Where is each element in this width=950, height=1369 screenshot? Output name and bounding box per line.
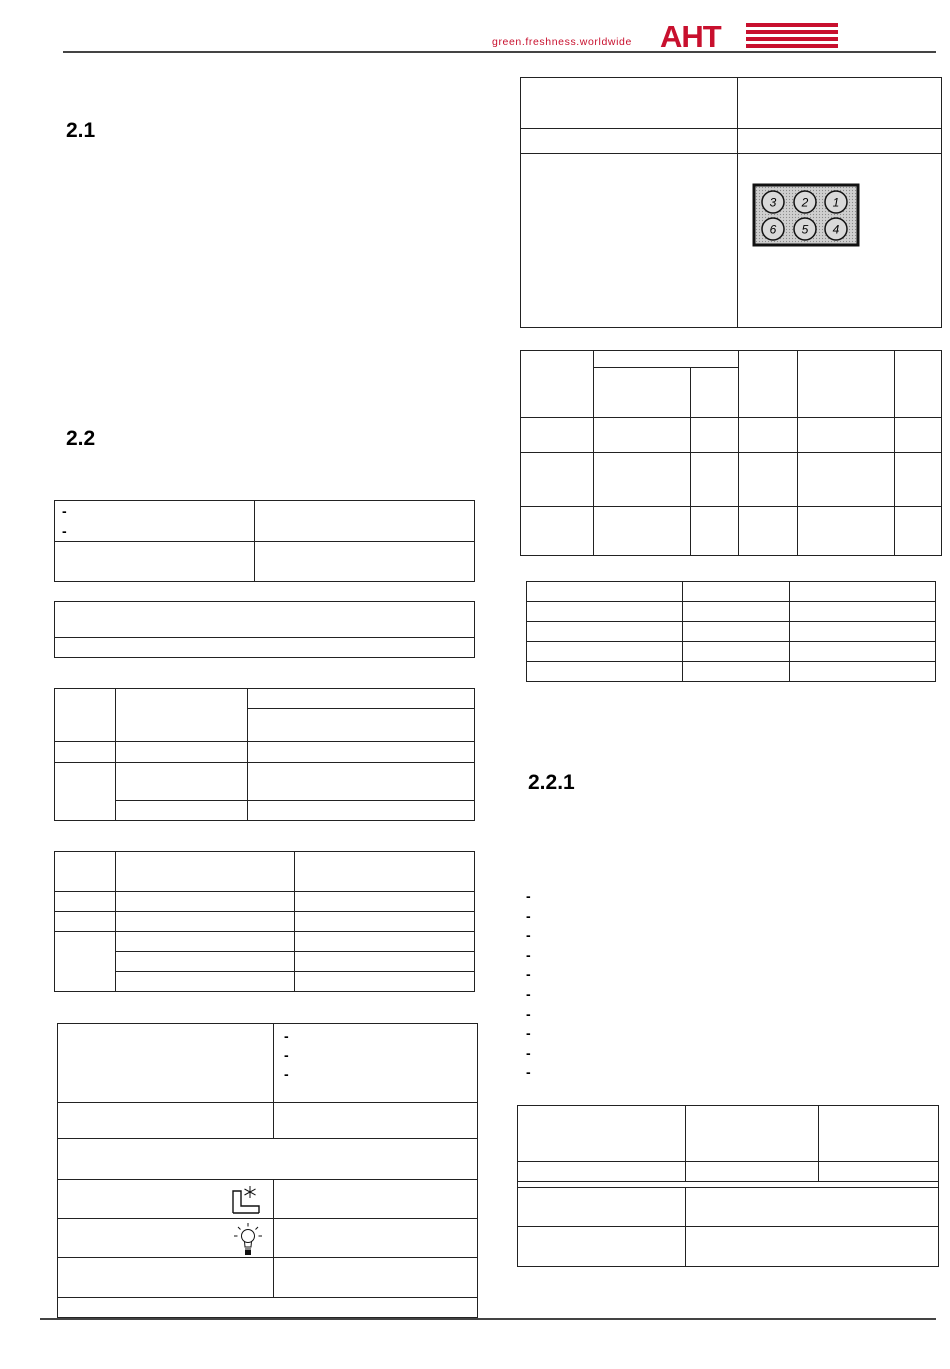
table-cell xyxy=(274,1219,478,1258)
list-item: - xyxy=(526,985,531,1002)
svg-text:AHT: AHT xyxy=(660,20,721,50)
table-cell xyxy=(527,642,683,662)
spec-table-6 xyxy=(520,350,942,556)
table-cell xyxy=(518,1106,686,1162)
table-cell xyxy=(798,351,895,418)
section-heading-2-1: 2.1 xyxy=(66,119,96,142)
table-cell xyxy=(683,582,790,602)
table-cell xyxy=(58,1258,274,1298)
freezer-snowflake-icon xyxy=(229,1184,263,1216)
table-cell xyxy=(116,763,248,801)
table-cell xyxy=(527,582,683,602)
table-cell xyxy=(116,972,295,992)
pin-label: 3 xyxy=(769,195,777,210)
table-cell xyxy=(521,154,738,328)
table-cell xyxy=(686,1227,939,1267)
table-cell xyxy=(295,952,475,972)
table-cell xyxy=(819,1106,939,1162)
table-cell xyxy=(521,351,594,418)
table-cell xyxy=(521,78,738,129)
header-rule xyxy=(63,51,936,53)
table-cell xyxy=(55,501,255,542)
list-item: - xyxy=(526,966,531,983)
table-cell xyxy=(594,453,691,507)
table-cell xyxy=(738,154,942,328)
section-heading-2-2-1: 2.2.1 xyxy=(528,771,575,794)
pin-label: 6 xyxy=(769,222,777,237)
table-cell xyxy=(739,351,798,418)
six-pin-connector xyxy=(752,183,862,249)
table-cell xyxy=(248,801,475,821)
table-cell xyxy=(295,972,475,992)
table-cell xyxy=(738,129,942,154)
table-cell xyxy=(521,453,594,507)
table-cell xyxy=(521,418,594,453)
table-cell xyxy=(683,602,790,622)
list-item: - xyxy=(526,1064,531,1081)
pin-label: 5 xyxy=(801,222,809,237)
bullet-marker: - xyxy=(284,1028,289,1044)
spec-table-8 xyxy=(517,1105,939,1267)
table-cell xyxy=(58,1103,274,1139)
table-cell xyxy=(295,892,475,912)
table-cell xyxy=(55,742,116,763)
table-cell xyxy=(594,507,691,556)
table-cell xyxy=(790,662,936,682)
table-cell xyxy=(248,763,475,801)
table-cell xyxy=(58,1024,274,1103)
table-cell xyxy=(790,642,936,662)
list-item: - xyxy=(526,1005,531,1022)
pin-label: 1 xyxy=(832,195,840,210)
aht-logo xyxy=(660,20,840,50)
bullet-marker: - xyxy=(284,1066,289,1082)
table-cell xyxy=(691,368,739,418)
list-item: - xyxy=(526,946,531,963)
table-cell xyxy=(116,912,295,932)
spec-table-5 xyxy=(57,1023,478,1318)
spec-table-1 xyxy=(54,500,475,582)
table-cell xyxy=(594,368,691,418)
table-cell xyxy=(895,351,942,418)
table-cell xyxy=(683,642,790,662)
table-cell xyxy=(594,418,691,453)
table-cell xyxy=(116,801,248,821)
table-cell xyxy=(116,892,295,912)
spec-table-7 xyxy=(526,581,936,682)
table-cell xyxy=(274,1258,478,1298)
table-cell xyxy=(116,742,248,763)
table-cell xyxy=(790,602,936,622)
section-heading-2-2: 2.2 xyxy=(66,427,96,450)
table-cell xyxy=(594,351,739,368)
table-cell xyxy=(686,1162,819,1182)
table-cell xyxy=(248,709,475,742)
table-cell xyxy=(686,1188,939,1227)
table-cell xyxy=(790,622,936,642)
table-cell xyxy=(55,852,116,892)
pin-label: 4 xyxy=(832,222,840,237)
table-cell xyxy=(58,1219,274,1258)
table-cell xyxy=(55,892,116,912)
table-cell xyxy=(527,662,683,682)
table-cell xyxy=(255,542,475,582)
footer-rule xyxy=(40,1318,936,1320)
table-cell xyxy=(518,1162,686,1182)
table-cell xyxy=(295,932,475,952)
list-item: - xyxy=(526,888,531,904)
table-cell xyxy=(895,507,942,556)
table-cell xyxy=(798,507,895,556)
bullet-marker: - xyxy=(62,523,67,539)
table-cell xyxy=(255,501,475,542)
table-cell xyxy=(55,912,116,932)
table-cell xyxy=(691,507,739,556)
table-cell xyxy=(116,932,295,952)
table-cell xyxy=(274,1180,478,1219)
table-cell xyxy=(274,1103,478,1139)
spec-table-3 xyxy=(54,688,475,821)
table-cell xyxy=(739,418,798,453)
table-cell xyxy=(521,129,738,154)
table-cell xyxy=(55,542,255,582)
table-cell xyxy=(295,852,475,892)
table-cell xyxy=(527,602,683,622)
table-cell xyxy=(274,1024,478,1103)
table-cell xyxy=(686,1106,819,1162)
table-cell xyxy=(798,418,895,453)
table-cell xyxy=(739,507,798,556)
brand-tagline: green.freshness.worldwide xyxy=(492,36,632,48)
table-cell xyxy=(691,453,739,507)
table-cell xyxy=(55,689,116,742)
bullet-marker: - xyxy=(284,1047,289,1063)
pin-label: 2 xyxy=(801,195,809,210)
table-cell xyxy=(527,622,683,642)
light-bulb-icon xyxy=(231,1221,265,1257)
table-cell xyxy=(521,507,594,556)
table-cell xyxy=(116,689,248,742)
table-cell xyxy=(819,1162,939,1182)
table-cell xyxy=(683,622,790,642)
table-cell xyxy=(798,453,895,507)
table-cell xyxy=(739,453,798,507)
table-cell xyxy=(683,662,790,682)
table-cell xyxy=(895,418,942,453)
list-item: - xyxy=(526,1044,531,1061)
bullet-marker: - xyxy=(62,503,67,519)
table-cell xyxy=(295,912,475,932)
bullet-list xyxy=(526,887,531,1083)
spec-table-4 xyxy=(54,851,475,992)
table-cell xyxy=(55,602,475,638)
table-cell xyxy=(116,852,295,892)
table-cell xyxy=(790,582,936,602)
table-cell xyxy=(691,418,739,453)
spec-table-2 xyxy=(54,601,475,658)
table-cell xyxy=(55,763,116,821)
table-cell xyxy=(518,1188,686,1227)
list-item: - xyxy=(526,907,531,924)
table-cell xyxy=(55,932,116,992)
table-cell xyxy=(738,78,942,129)
table-cell xyxy=(518,1227,686,1267)
table-cell xyxy=(58,1180,274,1219)
connector-table xyxy=(520,77,942,328)
list-item: - xyxy=(526,927,531,944)
table-cell xyxy=(58,1298,478,1318)
table-cell xyxy=(248,742,475,763)
table-cell xyxy=(116,952,295,972)
table-cell xyxy=(58,1139,478,1180)
table-cell xyxy=(55,638,475,658)
list-item: - xyxy=(526,1025,531,1042)
table-cell xyxy=(895,453,942,507)
table-cell xyxy=(248,689,475,709)
